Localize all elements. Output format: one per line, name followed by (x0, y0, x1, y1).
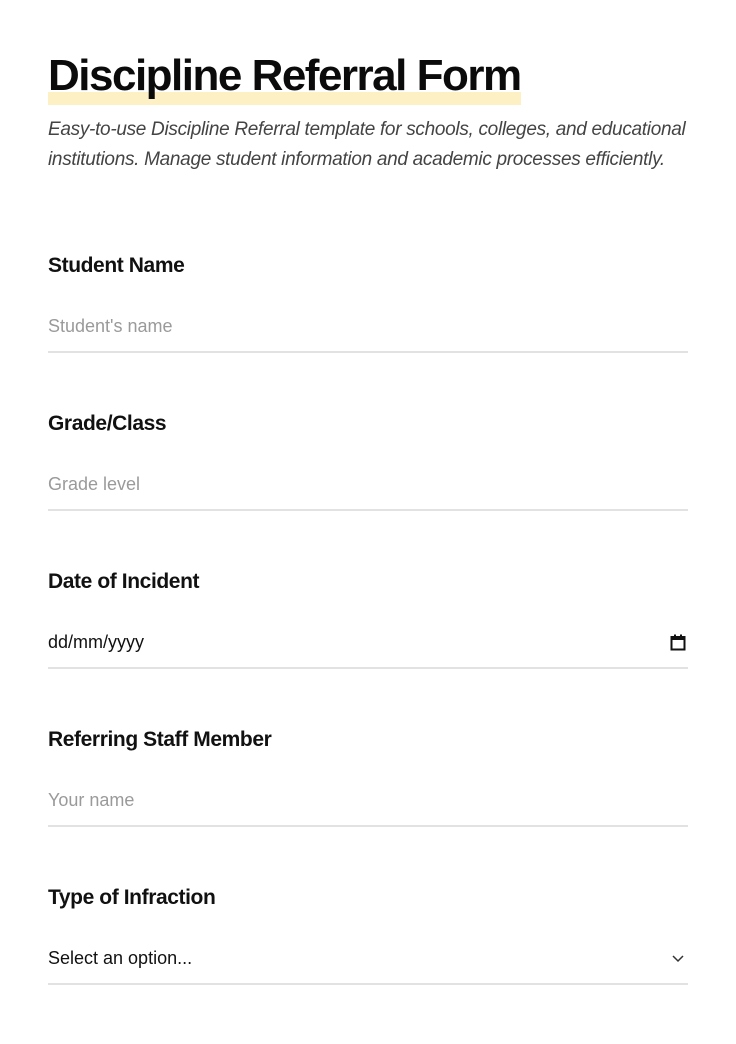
field-infraction-type (48, 886, 688, 1044)
infraction-select[interactable] (48, 934, 688, 985)
field-date-of-incident (48, 570, 688, 728)
field-grade-class (48, 412, 688, 570)
field-label: Referring Staff Member (48, 728, 272, 751)
placeholder: Your name (48, 790, 135, 810)
grade-class-input[interactable] (48, 460, 688, 511)
date-input[interactable] (48, 618, 688, 669)
field-label: Date of Incident (48, 570, 200, 593)
calendar-icon[interactable] (668, 634, 688, 651)
field-label: Student Name (48, 254, 185, 277)
placeholder: Grade level (48, 474, 141, 494)
field-label: Grade/Class (48, 412, 167, 435)
form-description: Easy-to-use Discipline Referral template for schools, colleges, and educational institutions. Manage student information and academic processes efficiently. (48, 119, 686, 170)
field-label: Type of Infraction (48, 886, 216, 909)
select-value: Select an option... (48, 948, 193, 968)
date-value: dd/mm/yyyy (48, 632, 145, 652)
page-title: Discipline Referral Form (48, 51, 521, 100)
placeholder: Student's name (48, 316, 173, 336)
student-name-input[interactable] (48, 302, 688, 353)
field-student-name (48, 254, 688, 412)
field-referring-staff (48, 728, 688, 886)
chevron-down-icon (668, 954, 688, 963)
title-container (48, 50, 521, 102)
staff-name-input[interactable] (48, 776, 688, 827)
